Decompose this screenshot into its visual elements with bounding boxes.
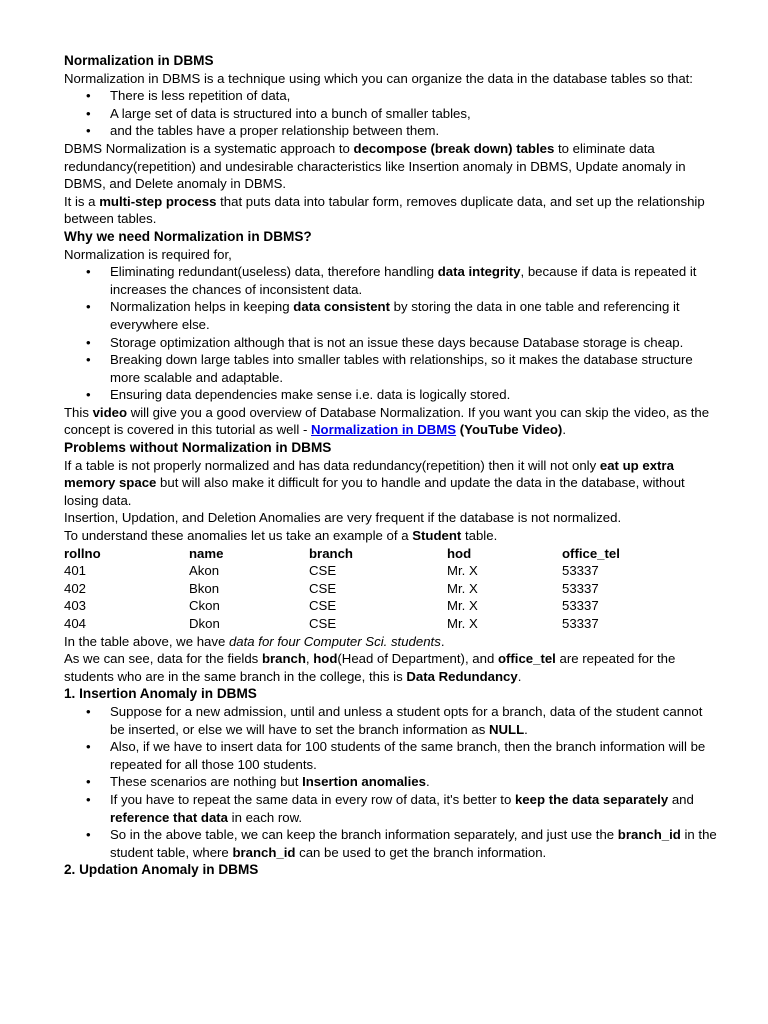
list-item: • Normalization helps in keeping data consistent by storing the data in one table and referencing it everywhere else. bbox=[64, 298, 719, 333]
table-cell: 402 bbox=[64, 580, 87, 596]
column-header: office_tel bbox=[562, 545, 620, 561]
table-cell: Ckon bbox=[189, 598, 220, 614]
table-row bbox=[64, 580, 682, 598]
paragraph-multistep: It is a multi-step process that puts data into tabular form, removes duplicate data, and set up the relationship between tables. bbox=[64, 193, 705, 227]
table-cell: Dkon bbox=[189, 616, 220, 631]
table-cell: 53337 bbox=[562, 563, 599, 579]
list-item: • If you have to repeat the same data in every row of data, it's better to keep the data separately and reference that data in each row. bbox=[64, 791, 719, 826]
table-cell: CSE bbox=[309, 616, 337, 631]
problems-paragraph-1: If a table is not properly normalized and has data redundancy(repetition) then it will not only eat up extra memory space but will also make it difficult for you to handle and update the data in the database, without losing data. bbox=[64, 457, 685, 508]
table-cell: 401 bbox=[64, 563, 87, 579]
list-item: • A large set of data is structured into a bunch of smaller tables, bbox=[64, 105, 719, 123]
video-paragraph: This video will give you a good overview of Database Normalization. If you want you can skip the video, as the concept is covered in this tutorial as well - Normalization in DBMS (YouTube Video). bbox=[64, 404, 710, 438]
heading-why: Why we need Normalization in DBMS? bbox=[64, 228, 312, 244]
table-cell: CSE bbox=[309, 598, 337, 614]
list-item: • Also, if we have to insert data for 100 students of the same branch, then the branch information will be repeated for all those 100 students. bbox=[64, 738, 719, 773]
heading-updation-anomaly: 2. Updation Anomaly in DBMS bbox=[64, 862, 259, 878]
document-page bbox=[64, 52, 719, 879]
heading-problems: Problems without Normalization in DBMS bbox=[64, 440, 332, 456]
list-item: • and the tables have a proper relationship between them. bbox=[64, 122, 719, 140]
table-cell: Mr. X bbox=[447, 580, 478, 596]
normalization-video-link[interactable]: Normalization in DBMS bbox=[311, 422, 457, 438]
table-cell: 404 bbox=[64, 616, 87, 631]
paragraph-decompose: DBMS Normalization is a systematic approach to decompose (break down) tables to eliminate data redundancy(repetition) and undesirable characteristics like Insertion anomaly in DBMS, Update anomaly in DBMS, and Delete anomaly in DBMS. bbox=[64, 140, 686, 192]
redundancy-paragraph: As we can see, data for the fields branch, hod(Head of Department), and office_tel are repeated for the students who are in the same branch in the college, this is Data Redundancy. bbox=[64, 651, 676, 684]
table-cell: Mr. X bbox=[447, 616, 478, 631]
table-cell: 403 bbox=[64, 598, 87, 614]
list-item: • Ensuring data dependencies make sense i.e. data is logically stored. bbox=[64, 386, 719, 404]
intro-paragraph: Normalization in DBMS is a technique using which you can organize the data in the database tables so that: bbox=[64, 70, 693, 86]
table-cell: CSE bbox=[309, 563, 337, 579]
after-table-paragraph: In the table above, we have data for four Computer Sci. students. bbox=[64, 633, 445, 649]
why-intro: Normalization is required for, bbox=[64, 246, 232, 262]
list-item: • These scenarios are nothing but Insertion anomalies. bbox=[64, 773, 719, 791]
column-header: rollno bbox=[64, 545, 101, 561]
column-header: hod bbox=[447, 545, 472, 561]
table-cell: Mr. X bbox=[447, 563, 478, 579]
student-table bbox=[64, 545, 682, 633]
table-row bbox=[64, 597, 682, 615]
list-item: • Storage optimization although that is not an issue these days because Database storage is cheap. bbox=[64, 334, 719, 352]
table-cell: 53337 bbox=[562, 580, 599, 596]
table-header-row bbox=[64, 545, 682, 563]
table-cell: Mr. X bbox=[447, 598, 478, 614]
list-item: • So in the above table, we can keep the branch information separately, and just use the branch_id in the student table, where branch_id can be used to get the branch information. bbox=[64, 826, 719, 861]
table-row bbox=[64, 562, 682, 580]
list-item: • Suppose for a new admission, until and unless a student opts for a branch, data of the student cannot be inserted, or else we will have to set the branch information as NULL. bbox=[64, 703, 719, 738]
heading-insertion-anomaly: 1. Insertion Anomaly in DBMS bbox=[64, 686, 257, 702]
why-list bbox=[64, 263, 719, 404]
table-cell: Akon bbox=[189, 563, 220, 579]
list-item: • Breaking down large tables into smaller tables with relationships, so it makes the database structure more scalable and adaptable. bbox=[64, 351, 719, 386]
title-normalization: Normalization in DBMS bbox=[64, 53, 214, 68]
list-item: • There is less repetition of data, bbox=[64, 87, 719, 105]
intro-list bbox=[64, 87, 719, 140]
column-header: name bbox=[189, 545, 224, 561]
column-header: branch bbox=[309, 545, 353, 561]
problems-paragraph-3: To understand these anomalies let us take an example of a Student table. bbox=[64, 528, 498, 544]
problems-paragraph-2: Insertion, Updation, and Deletion Anomalies are very frequent if the database is not normalized. bbox=[64, 510, 622, 526]
table-cell: CSE bbox=[309, 580, 337, 596]
list-item: • Eliminating redundant(useless) data, therefore handling data integrity, because if data is repeated it increases the chances of inconsistent data. bbox=[64, 263, 719, 298]
table-cell: 53337 bbox=[562, 598, 599, 614]
insertion-list bbox=[64, 703, 719, 861]
table-cell: Bkon bbox=[189, 580, 220, 596]
table-cell: 53337 bbox=[562, 616, 599, 631]
table-row bbox=[64, 615, 682, 633]
